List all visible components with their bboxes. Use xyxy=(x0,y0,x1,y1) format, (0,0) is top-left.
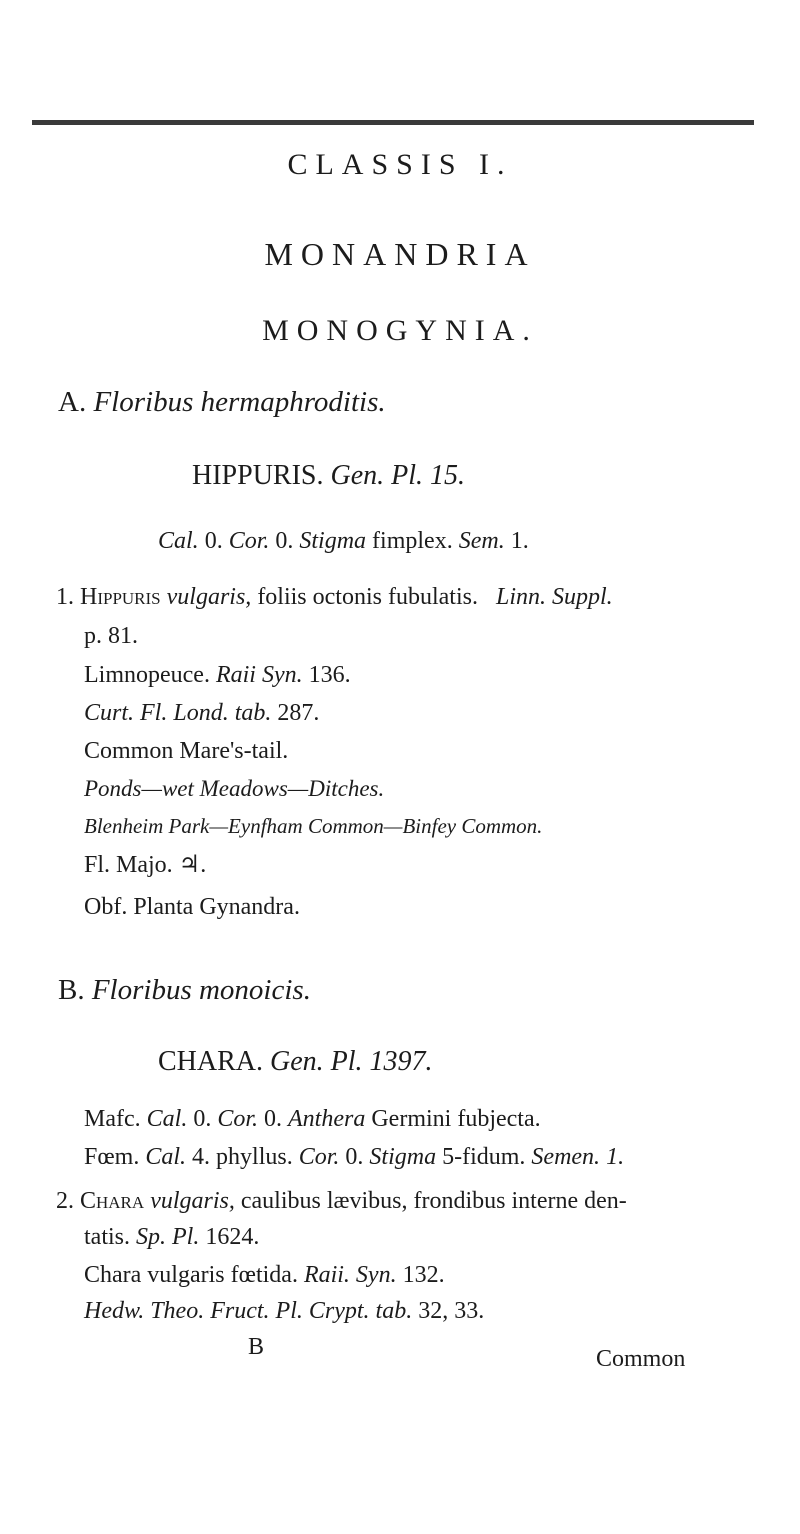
locality: Blenheim Park—Eynfham Common—Binfey Common. xyxy=(84,814,543,838)
classis-heading: CLASSIS I. xyxy=(287,148,513,181)
flowering: Fl. Majo. ♃. xyxy=(84,852,207,878)
species-hippuris-page: p. 81. xyxy=(84,623,138,649)
section-a-heading xyxy=(58,386,386,419)
synonym-line: Curt. Fl. Lond. tab. 287. xyxy=(84,700,320,726)
genus-chara-male: Mafc. Cal. 0. Cor. 0. Anthera Germini fubjecta. xyxy=(84,1106,541,1132)
catchword: Common xyxy=(596,1346,686,1372)
synonym-line: Hedw. Theo. Fruct. Pl. Crypt. tab. 32, 33. xyxy=(84,1298,485,1324)
species-chara-entry-cont: tatis. Sp. Pl. 1624. xyxy=(84,1224,260,1250)
ordo-heading: MONANDRIA xyxy=(264,236,536,272)
observation: Obf. Planta Gynandra. xyxy=(84,894,300,920)
species-hippuris-entry: 1. Hippuris vulgaris, foliis octonis fubulatis. Linn. Suppl. xyxy=(56,584,613,610)
genus-chara-heading xyxy=(158,1046,433,1078)
section-b-title: Floribus monoicis. xyxy=(91,974,311,1006)
top-rule xyxy=(32,120,754,125)
genus-hippuris-characters: Cal. 0. Cor. 0. Stigma fimplex. Sem. 1. xyxy=(158,528,529,554)
signature-mark: B xyxy=(248,1334,265,1360)
habitat: Ponds—wet Meadows—Ditches. xyxy=(84,776,385,801)
section-a-letter: A. xyxy=(58,386,87,418)
species-chara-entry: 2. Chara vulgaris, caulibus lævibus, frondibus interne den- xyxy=(56,1188,627,1214)
common-name: Common Mare's-tail. xyxy=(84,738,289,764)
section-b-heading xyxy=(58,974,311,1007)
genus-chara-name: CHARA. xyxy=(158,1046,264,1077)
genus-chara-ref: Gen. Pl. 1397. xyxy=(270,1046,433,1077)
genus-hippuris-name: HIPPURIS. xyxy=(192,460,324,491)
genus-hippuris-heading xyxy=(192,460,465,492)
genus-chara-female: Fœm. Cal. 4. phyllus. Cor. 0. Stigma 5-fidum. Semen. 1. xyxy=(84,1144,625,1170)
section-b-letter: B. xyxy=(58,974,85,1006)
subordo-heading: MONOGYNIA. xyxy=(262,314,538,347)
genus-hippuris-ref: Gen. Pl. 15. xyxy=(330,460,466,491)
synonym-line: Chara vulgaris fœtida. Raii. Syn. 132. xyxy=(84,1262,445,1288)
synonym-line: Limnopeuce. Raii Syn. 136. xyxy=(84,662,351,688)
section-a-title: Floribus hermaphroditis. xyxy=(93,386,386,418)
